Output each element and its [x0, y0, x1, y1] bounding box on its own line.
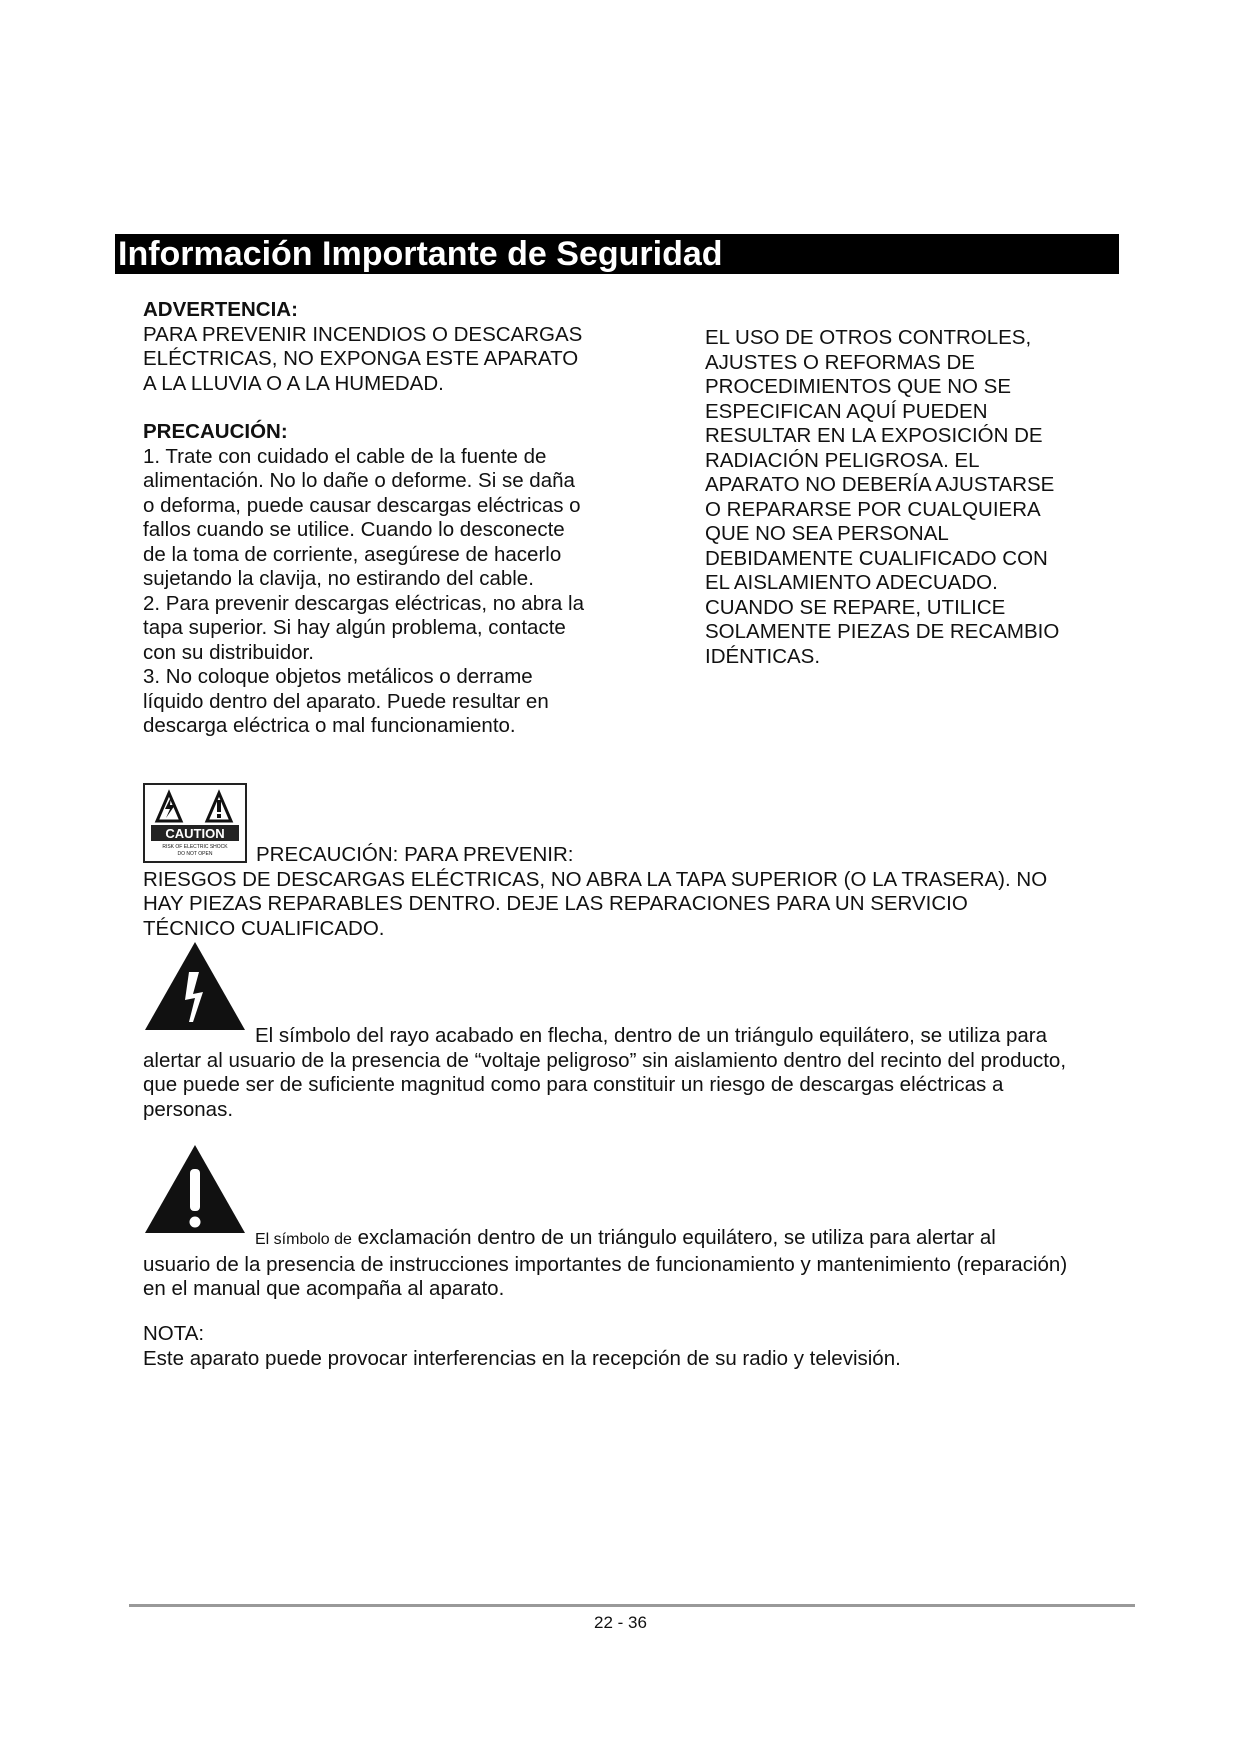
caution-badge-sub: RISK OF ELECTRIC SHOCK: [162, 844, 228, 850]
exclamation-symbol-lead-small: El símbolo de: [255, 1231, 352, 1248]
right-line: DEBIDAMENTE CUALIFICADO CON: [705, 546, 1048, 570]
page-number: 22 - 36: [594, 1613, 647, 1632]
warning-line: ELÉCTRICAS, NO EXPONGA ESTE APARATO: [143, 347, 579, 370]
note-text: Este aparato puede provocar interferencias en la recepción de su radio y televisión.: [143, 1346, 901, 1370]
note-section: [143, 1322, 901, 1371]
caution-line: o deforma, puede causar descargas eléctricas o: [143, 493, 581, 517]
caution-line: tapa superior. Si hay algún problema, contacte: [143, 616, 566, 639]
caution-line: 2. Para prevenir descargas eléctricas, no abra la: [143, 591, 584, 615]
right-line: QUE NO SEA PERSONAL: [705, 522, 949, 545]
caution-line: alimentación. No lo dañe o deforme. Si se daña: [143, 469, 575, 492]
caution-label-line: RIESGOS DE DESCARGAS ELÉCTRICAS, NO ABRA LA TAPA SUPERIOR (O LA TRASERA). NO: [143, 867, 1048, 891]
right-line: EL AISLAMIENTO ADECUADO.: [705, 571, 998, 594]
caution-line: fallos cuando se utilice. Cuando lo desconecte: [143, 518, 565, 541]
caution-badge-text: CAUTION: [165, 826, 225, 841]
footer-divider: [129, 1604, 1135, 1607]
right-line: APARATO NO DEBERÍA AJUSTARSE: [705, 473, 1055, 496]
right-line: PROCEDIMIENTOS QUE NO SE: [705, 375, 1012, 398]
caution-line: descarga eléctrica o mal funcionamiento.: [143, 714, 516, 737]
exclamation-symbol-lead: exclamación dentro de un triángulo equilátero, se utiliza para alertar al: [351, 1226, 996, 1249]
exclamation-symbol-text: [143, 1226, 1128, 1302]
lightning-symbol-line: personas.: [143, 1097, 234, 1121]
caution-label-line: HAY PIEZAS REPARABLES DENTRO. DEJE LAS REPARACIONES PARA UN SERVICIO: [143, 892, 968, 915]
caution-label-lead: PRECAUCIÓN: PARA PREVENIR:: [256, 843, 574, 866]
page-title: Información Importante de Seguridad: [115, 234, 1119, 274]
exclamation-symbol-line: en el manual que acompaña al aparato.: [143, 1277, 505, 1300]
caution-line: con su distribuidor.: [143, 640, 314, 664]
warning-heading: ADVERTENCIA:: [143, 298, 298, 321]
right-line: RADIACIÓN PELIGROSA. EL: [705, 448, 980, 472]
lightning-symbol-line: que puede ser de suficiente magnitud como para constituir un riesgo de descargas eléctricas a: [143, 1073, 1004, 1096]
exclamation-triangle-icon: [145, 1145, 245, 1233]
lightning-symbol-line: alertar al usuario de la presencia de “voltaje peligroso” sin aislamiento dentro del recinto del producto,: [143, 1048, 1067, 1072]
right-line: O REPARARSE POR CUALQUIERA: [705, 497, 1041, 521]
lightning-symbol-text: [143, 1024, 1128, 1122]
right-column: [705, 326, 1125, 669]
warning-line: PARA PREVENIR INCENDIOS O DESCARGAS: [143, 322, 583, 346]
caution-line: líquido dentro del aparato. Puede resultar en: [143, 689, 549, 713]
caution-label-line: TÉCNICO CUALIFICADO.: [143, 916, 385, 940]
caution-line: de la toma de corriente, asegúrese de hacerlo: [143, 542, 562, 566]
right-line: SOLAMENTE PIEZAS DE RECAMBIO: [705, 620, 1060, 643]
note-heading: NOTA:: [143, 1322, 205, 1345]
right-line: RESULTAR EN LA EXPOSICIÓN DE: [705, 424, 1043, 447]
caution-badge-sub: DO NOT OPEN: [177, 851, 213, 857]
lightning-triangle-icon: [145, 942, 245, 1030]
right-line: CUANDO SE REPARE, UTILICE: [705, 595, 1006, 619]
caution-line: 1. Trate con cuidado el cable de la fuente de: [143, 444, 547, 468]
caution-line: 3. No coloque objetos metálicos o derrame: [143, 665, 533, 688]
exclamation-symbol-line: usuario de la presencia de instrucciones importantes de funcionamiento y mantenimiento (reparación): [143, 1252, 1068, 1276]
caution-label-text: [143, 843, 1123, 941]
left-column: [143, 298, 643, 739]
right-line: AJUSTES O REFORMAS DE: [705, 350, 975, 374]
warning-line: A LA LLUVIA O A LA HUMEDAD.: [143, 371, 444, 395]
right-line: ESPECIFICAN AQUÍ PUEDEN: [705, 399, 988, 423]
right-line: EL USO DE OTROS CONTROLES,: [705, 326, 1032, 349]
spacer: [143, 396, 643, 420]
caution-heading: PRECAUCIÓN:: [143, 420, 288, 443]
lightning-symbol-lead: El símbolo del rayo acabado en flecha, dentro de un triángulo equilátero, se utiliza para: [255, 1024, 1048, 1047]
right-line: IDÉNTICAS.: [705, 644, 821, 668]
caution-line: sujetando la clavija, no estirando del cable.: [143, 567, 534, 590]
